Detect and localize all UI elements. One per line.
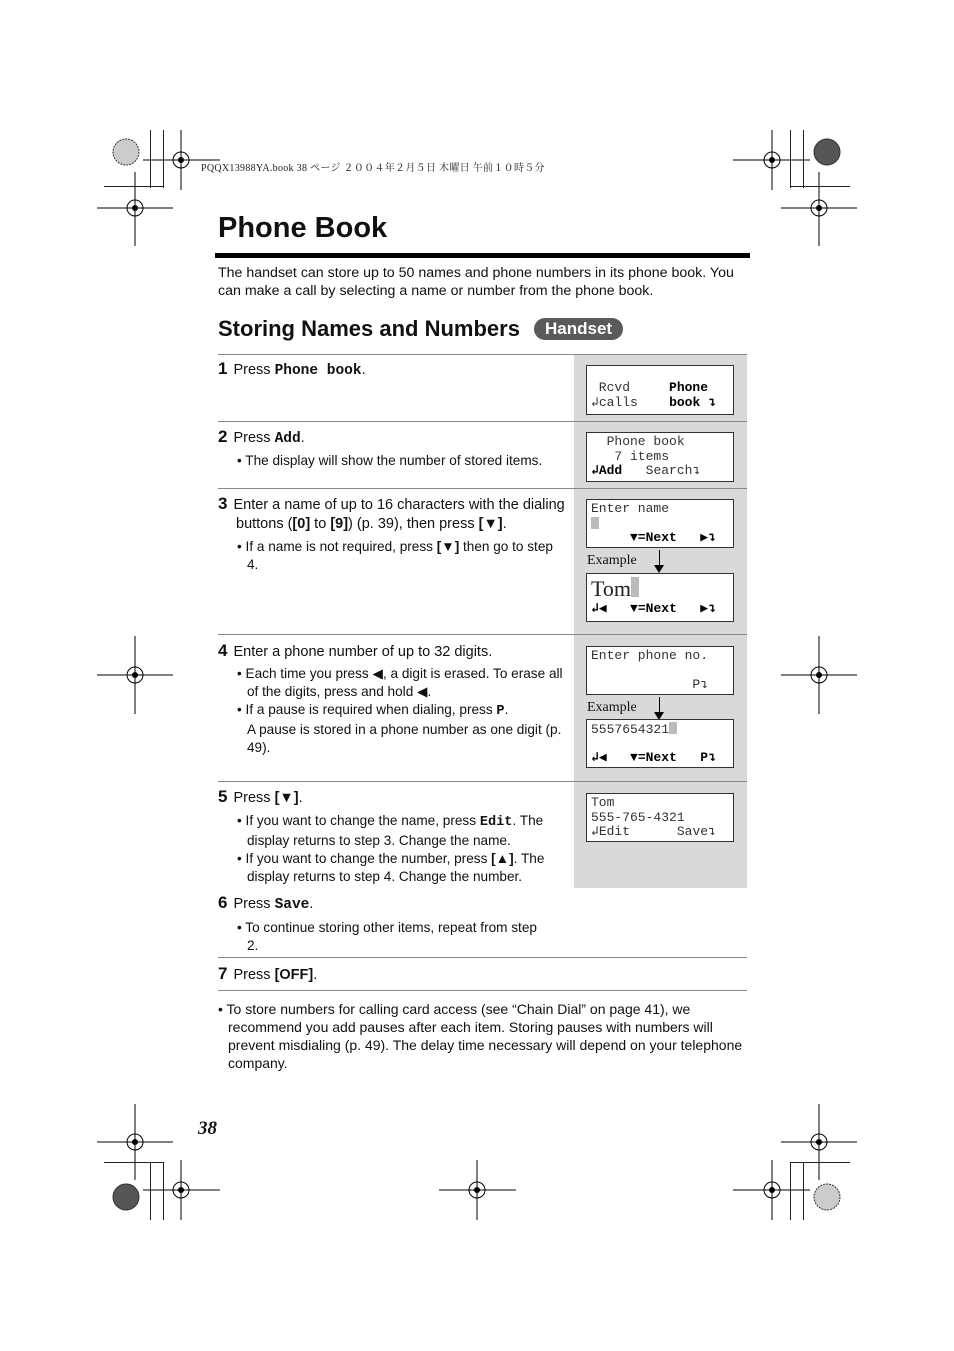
step-6: 6 Press Save. • To continue storing other items, repeat from step 2. <box>218 893 537 953</box>
phone-book-key: Phone book <box>274 363 362 379</box>
divider <box>218 354 747 355</box>
footnote: • To store numbers for calling card access (see “Chain Dial” on page 41), we recommend you add pauses after each item. Storing pauses with numbers will prevent misdialing (p. 49). The delay time necessary will depend on your telephone company. <box>218 1001 743 1071</box>
divider <box>218 990 747 991</box>
bullet: • If a pause is required when dialing, press P. <box>237 702 509 719</box>
step-number: 4 <box>218 641 228 660</box>
off-key: [OFF] <box>274 967 314 983</box>
display-5: Enter phone no. P↴ <box>586 646 734 695</box>
step-number: 3 <box>218 494 228 513</box>
arrow <box>659 697 660 713</box>
cursor <box>591 517 599 529</box>
title-rule <box>215 253 750 258</box>
display-2: Phone book 7 items ↲Add Search↴ <box>586 432 734 482</box>
add-key: Add <box>274 431 301 447</box>
intro-text: The handset can store up to 50 names and phone numbers in its phone book. You can make a call by selecting a name or number from the phone book. <box>218 265 734 299</box>
page-title: Phone Book <box>218 212 388 244</box>
left-arrow-icon: ◀ <box>372 666 383 681</box>
save-key: Save <box>274 897 310 913</box>
step-3: 3 Enter a name of up to 16 characters with the dialing buttons ([0] to [9]) (p. 39), then press [▼]. • If a name is not required, press [▼] then go to step 4. <box>218 494 568 574</box>
bullet: • If you want to change the number, press [▲]. The display returns to step 4. Change the number. <box>237 851 545 884</box>
step-number: 2 <box>218 427 228 446</box>
divider <box>218 421 747 422</box>
section-heading: Storing Names and Numbers <box>218 316 520 341</box>
left-arrow-icon: ◀ <box>417 684 428 699</box>
step-number: 6 <box>218 893 228 912</box>
bullet-continued: A pause is stored in a phone number as one digit (p. 49). <box>247 722 562 755</box>
step-5: 5 Press [▼]. • If you want to change the name, press Edit. The display returns to step 3. Change the name. • If you want to change the number, press [▲]. The display returns to step 4. Change the number. <box>218 787 568 886</box>
example-label: Example <box>587 553 637 568</box>
handset-badge: Handset <box>534 318 623 340</box>
cursor <box>631 577 639 597</box>
arrow-head <box>654 565 664 573</box>
divider <box>218 488 747 489</box>
step-4: 4 Enter a phone number of up to 32 digits. • Each time you press ◀, a digit is erased. To erase all of the digits, press and hold ◀. • If a pause is required when dialing, press P. A pause is stored in a phone number as one digit (p. 49). <box>218 641 568 757</box>
step-1: 1 Press Phone book. <box>218 359 366 379</box>
display-3: Enter name ▼=Next ▶↴ <box>586 499 734 548</box>
display-7: Tom 555-765-4321 ↲Edit Save↴ <box>586 793 734 842</box>
bullet: • Each time you press ◀, a digit is erased. To erase all of the digits, press and hold ◀. <box>237 666 563 699</box>
step-2: 2 Press Add. • The display will show the number of stored items. <box>218 427 568 470</box>
file-header: PQQX13988YA.book 38 ページ ２００４年２月５日 木曜日 午前１０時５分 <box>201 163 545 174</box>
step-number: 5 <box>218 787 228 806</box>
bullet: • If a name is not required, press [▼] then go to step 4. <box>237 539 553 572</box>
display-1: Rcvd Phone ↲calls book ↴ <box>586 365 734 415</box>
step-number: 7 <box>218 964 228 983</box>
cursor <box>669 722 677 734</box>
bullet: • If you want to change the name, press Edit. The display returns to step 3. Change the name. <box>237 813 544 848</box>
display-4: Tom ↲◀ ▼=Next ▶↴ <box>586 573 734 622</box>
example-label: Example <box>587 700 637 715</box>
divider <box>218 957 747 958</box>
bullet: • To continue storing other items, repeat from step 2. <box>237 920 537 953</box>
bullet: • The display will show the number of stored items. <box>237 453 543 468</box>
arrow <box>659 550 660 566</box>
step-7: 7 Press [OFF]. <box>218 964 318 983</box>
divider <box>218 781 747 782</box>
display-6: 5557654321 ↲◀ ▼=Next P↴ <box>586 719 734 768</box>
divider <box>218 634 747 635</box>
step-number: 1 <box>218 359 228 378</box>
page-number: 38 <box>198 1118 217 1139</box>
